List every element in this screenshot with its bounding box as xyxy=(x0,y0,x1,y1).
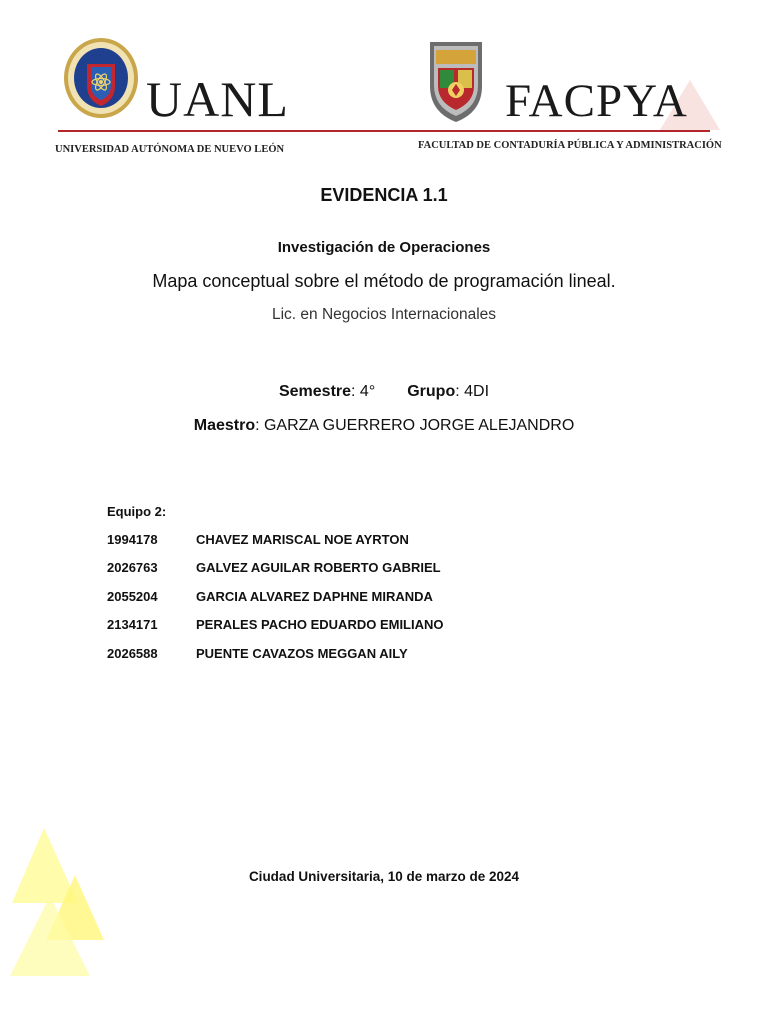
uanl-full-name: UNIVERSIDAD AUTÓNOMA DE NUEVO LEÓN xyxy=(55,144,285,155)
topic-text: Mapa conceptual sobre el método de programación lineal. xyxy=(152,271,616,291)
team-member xyxy=(107,589,433,604)
member-id: 2134171 xyxy=(107,617,158,632)
document-title: EVIDENCIA 1.1 xyxy=(320,185,448,205)
member-id: 2026763 xyxy=(107,560,158,575)
teacher-label: Maestro xyxy=(193,417,256,434)
team-label: Equipo 2: xyxy=(107,504,167,519)
member-name: PERALES PACHO EDUARDO EMILIANO xyxy=(196,617,444,632)
facpya-logo-text: FACPYA xyxy=(505,75,688,127)
semester-group-line xyxy=(0,383,768,401)
group-value: : 4DI xyxy=(455,383,490,400)
header-divider xyxy=(58,130,710,132)
member-id: 2026588 xyxy=(107,646,158,661)
semester-label: Semestre xyxy=(278,383,352,400)
team-member xyxy=(107,532,409,547)
team-member xyxy=(107,617,444,632)
team-member xyxy=(107,560,441,575)
member-name: CHAVEZ MARISCAL NOE AYRTON xyxy=(196,532,409,547)
career-name: Lic. en Negocios Internacionales xyxy=(271,306,497,323)
uanl-seal-icon xyxy=(62,36,140,120)
member-name: GARCIA ALVAREZ DAPHNE MIRANDA xyxy=(196,589,433,604)
facpya-full-name: FACULTAD DE CONTADURÍA PÚBLICA Y ADMINISTRACIÓN xyxy=(418,140,722,151)
subject-name: Investigación de Operaciones xyxy=(277,239,491,256)
place-date: Ciudad Universitaria, 10 de marzo de 2024 xyxy=(248,869,520,884)
teacher-line xyxy=(0,417,768,435)
member-id: 1994178 xyxy=(107,532,158,547)
team-member xyxy=(107,646,408,661)
semester-value: : 4° xyxy=(351,383,376,400)
teacher-value: : GARZA GUERRERO JORGE ALEJANDRO xyxy=(255,417,575,434)
facpya-shield-icon xyxy=(424,38,488,124)
group-label: Grupo xyxy=(407,383,456,400)
member-id: 2055204 xyxy=(107,589,158,604)
member-name: PUENTE CAVAZOS MEGGAN AILY xyxy=(196,646,408,661)
member-name: GALVEZ AGUILAR ROBERTO GABRIEL xyxy=(196,560,441,575)
uanl-logo-text: UANL xyxy=(146,71,289,127)
